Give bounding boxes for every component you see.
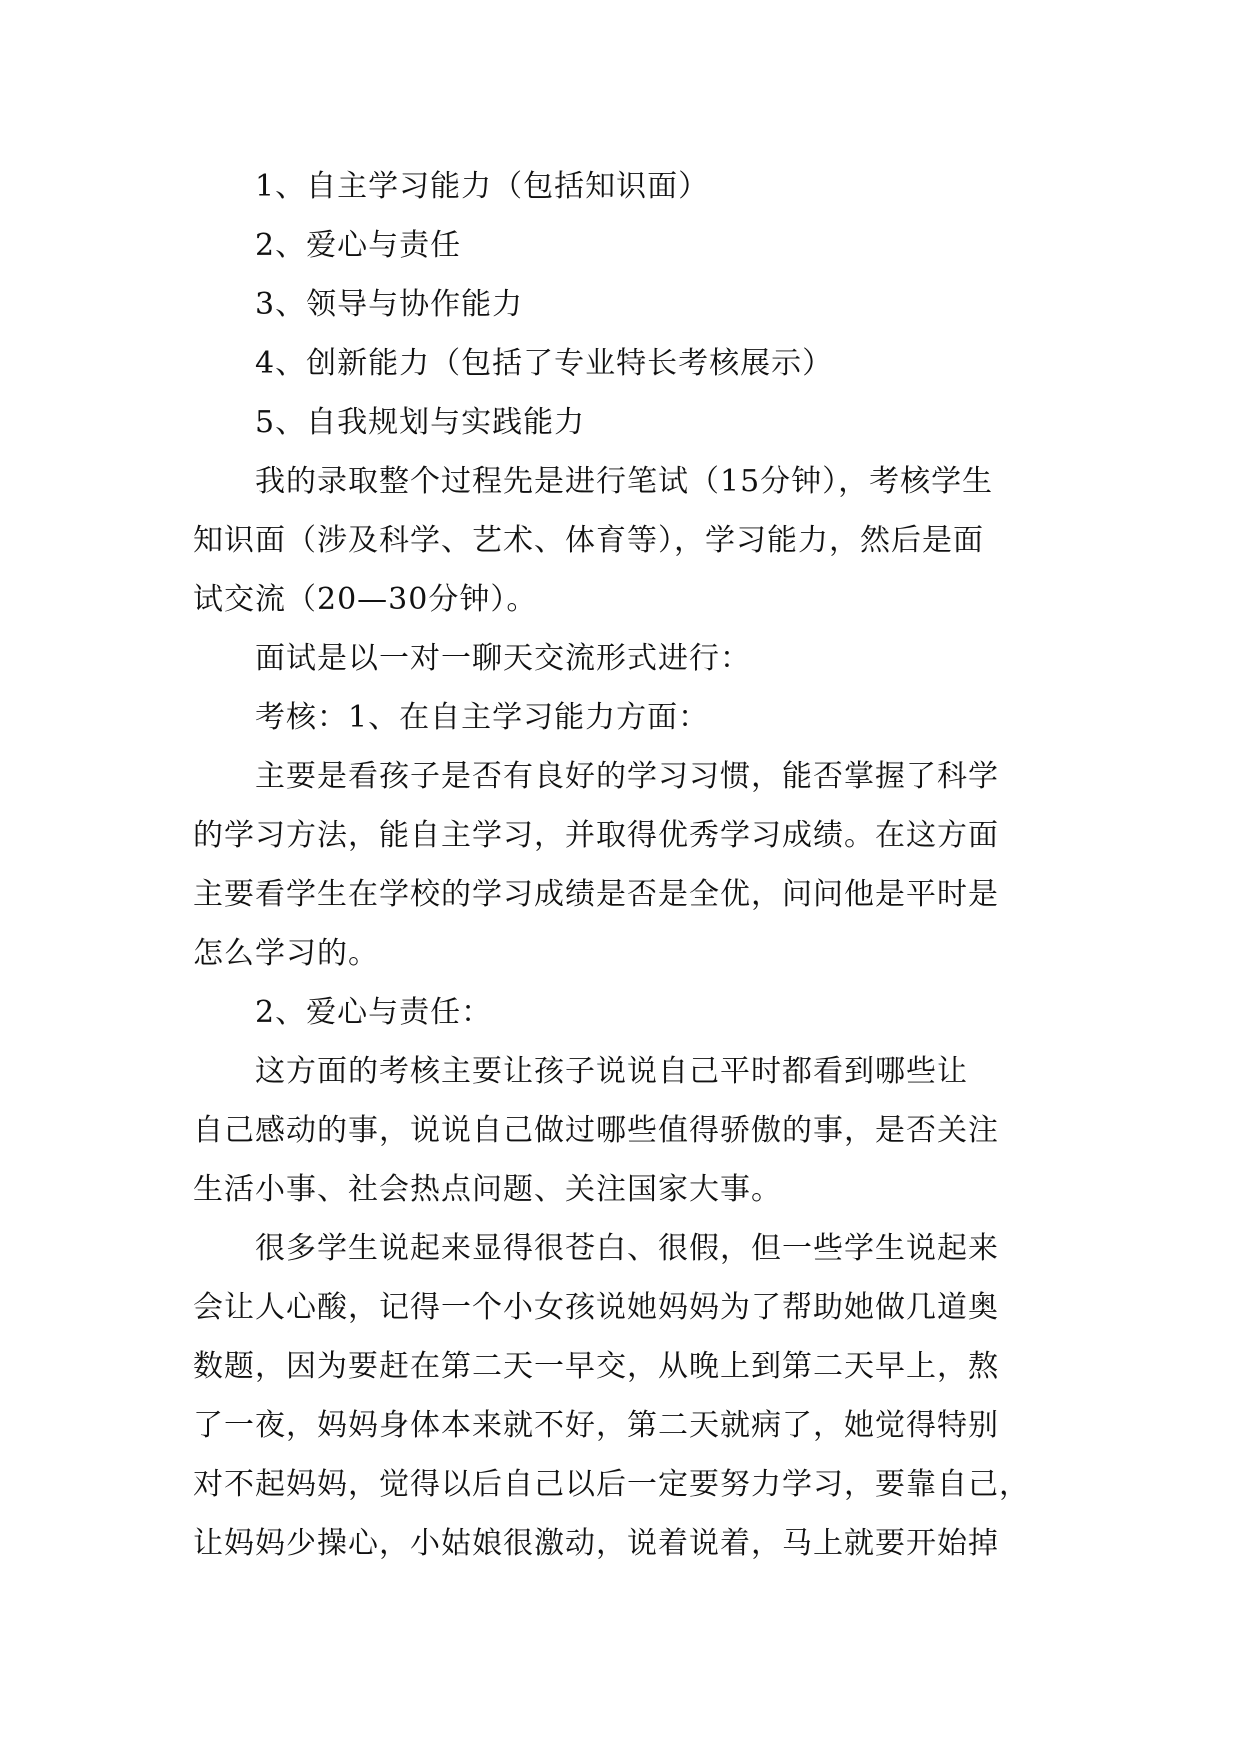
text-line: 试交流（20—30分钟）。: [193, 582, 538, 617]
list-item-1: 1、自主学习能力（包括知识面）: [255, 169, 710, 204]
section-heading: 2、爱心与责任：: [255, 995, 493, 1030]
text-line: 生活小事、社会热点问题、关注国家大事。: [193, 1172, 782, 1207]
text-line: 对不起妈妈，觉得以后自己以后一定要努力学习，要靠自己，: [193, 1467, 1030, 1502]
text-line: 主要看学生在学校的学习成绩是否是全优，问问他是平时是: [193, 877, 999, 912]
text-line: 面试是以一对一聊天交流形式进行：: [255, 641, 751, 676]
list-item-4: 4、创新能力（包括了专业特长考核展示）: [255, 346, 834, 381]
text-line: 主要是看孩子是否有良好的学习习惯，能否掌握了科学: [255, 759, 999, 794]
text-line: 自己感动的事，说说自己做过哪些值得骄傲的事，是否关注: [193, 1113, 999, 1148]
text-line: 会让人心酸，记得一个小女孩说她妈妈为了帮助她做几道奥: [193, 1290, 999, 1325]
text-line: 的学习方法，能自主学习，并取得优秀学习成绩。在这方面: [193, 818, 999, 853]
text-line: 知识面（涉及科学、艺术、体育等），学习能力，然后是面: [193, 523, 984, 558]
list-item-3: 3、领导与协作能力: [255, 287, 524, 322]
text-line: 很多学生说起来显得很苍白、很假，但一些学生说起来: [255, 1231, 999, 1266]
section-heading: 考核：1、在自主学习能力方面：: [255, 700, 710, 735]
document-body: [193, 157, 1053, 1573]
text-line: 数题，因为要赶在第二天一早交，从晚上到第二天早上，熬: [193, 1349, 999, 1384]
list-item-2: 2、爱心与责任: [255, 228, 462, 263]
text-line: 这方面的考核主要让孩子说说自己平时都看到哪些让: [255, 1054, 968, 1089]
text-line: 了一夜，妈妈身体本来就不好，第二天就病了，她觉得特别: [193, 1408, 999, 1443]
text-line: 怎么学习的。: [193, 936, 379, 971]
list-item-5: 5、自我规划与实践能力: [255, 405, 586, 440]
text-line: 我的录取整个过程先是进行笔试（15分钟），考核学生: [255, 464, 994, 499]
text-line: 让妈妈少操心，小姑娘很激动，说着说着，马上就要开始掉: [193, 1526, 999, 1561]
